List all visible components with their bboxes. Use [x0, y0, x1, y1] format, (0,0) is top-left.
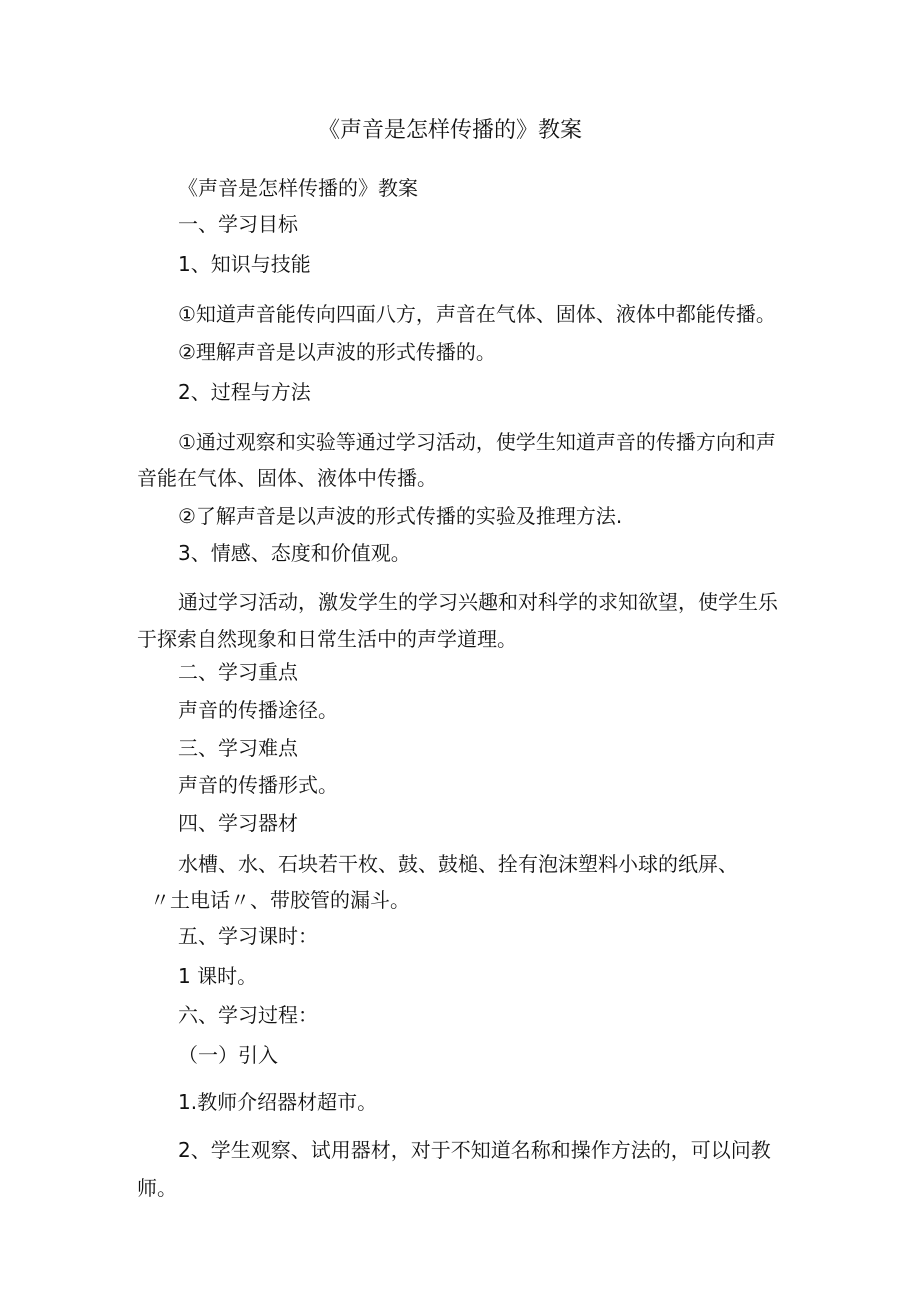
subsection-heading-knowledge: 1、知识与技能 [178, 252, 311, 276]
difficulties-text: 声音的传播形式。 [178, 773, 338, 797]
attitude-text-line-2: 于探索自然现象和日常生活中的声学道理。 [137, 627, 517, 651]
process-item-2: ②了解声音是以声波的形式传播的实验及推理方法. [178, 504, 623, 528]
subsection-heading-process: 2、过程与方法 [178, 380, 311, 404]
subsection-heading-introduction: （一）引入 [178, 1043, 278, 1067]
key-points-text: 声音的传播途径。 [178, 698, 338, 722]
materials-text-line-2: 〃土电话〃、带胶管的漏斗。 [150, 888, 410, 912]
introduction-item-1: 1.教师介绍器材超市。 [178, 1090, 378, 1114]
section-heading-key-points: 二、学习重点 [178, 660, 298, 684]
materials-text-line-1: 水槽、水、石块若干枚、鼓、鼓槌、拴有泡沫塑料小球的纸屏、 [178, 852, 738, 876]
section-heading-class-hours: 五、学习课时： [178, 924, 318, 948]
knowledge-item-2: ②理解声音是以声波的形式传播的。 [178, 340, 496, 364]
section-heading-materials: 四、学习器材 [178, 811, 298, 835]
subsection-heading-attitude: 3、情感、态度和价值观。 [178, 541, 411, 565]
section-heading-objectives: 一、学习目标 [178, 212, 298, 236]
section-heading-difficulties: 三、学习难点 [178, 736, 298, 760]
attitude-text-line-1: 通过学习活动，激发学生的学习兴趣和对科学的求知欲望，使学生乐 [178, 590, 778, 614]
section-heading-process: 六、学习过程： [178, 1003, 318, 1027]
document-title: 《声音是怎样传播的》教案 [318, 118, 583, 143]
process-item-1-line-1: ①通过观察和实验等通过学习活动，使学生知道声音的传播方向和声 [178, 430, 776, 454]
introduction-item-2-line-2: 师。 [137, 1176, 177, 1200]
process-item-1-line-2: 音能在气体、固体、液体中传播。 [137, 466, 437, 490]
class-hours-text: 1 课时。 [178, 964, 258, 988]
knowledge-item-1: ①知道声音能传向四面八方，声音在气体、固体、液体中都能传播。 [178, 302, 776, 326]
introduction-item-2-line-1: 2、学生观察、试用器材，对于不知道名称和操作方法的，可以问教 [178, 1138, 771, 1162]
document-subtitle: 《声音是怎样传播的》教案 [178, 176, 418, 200]
